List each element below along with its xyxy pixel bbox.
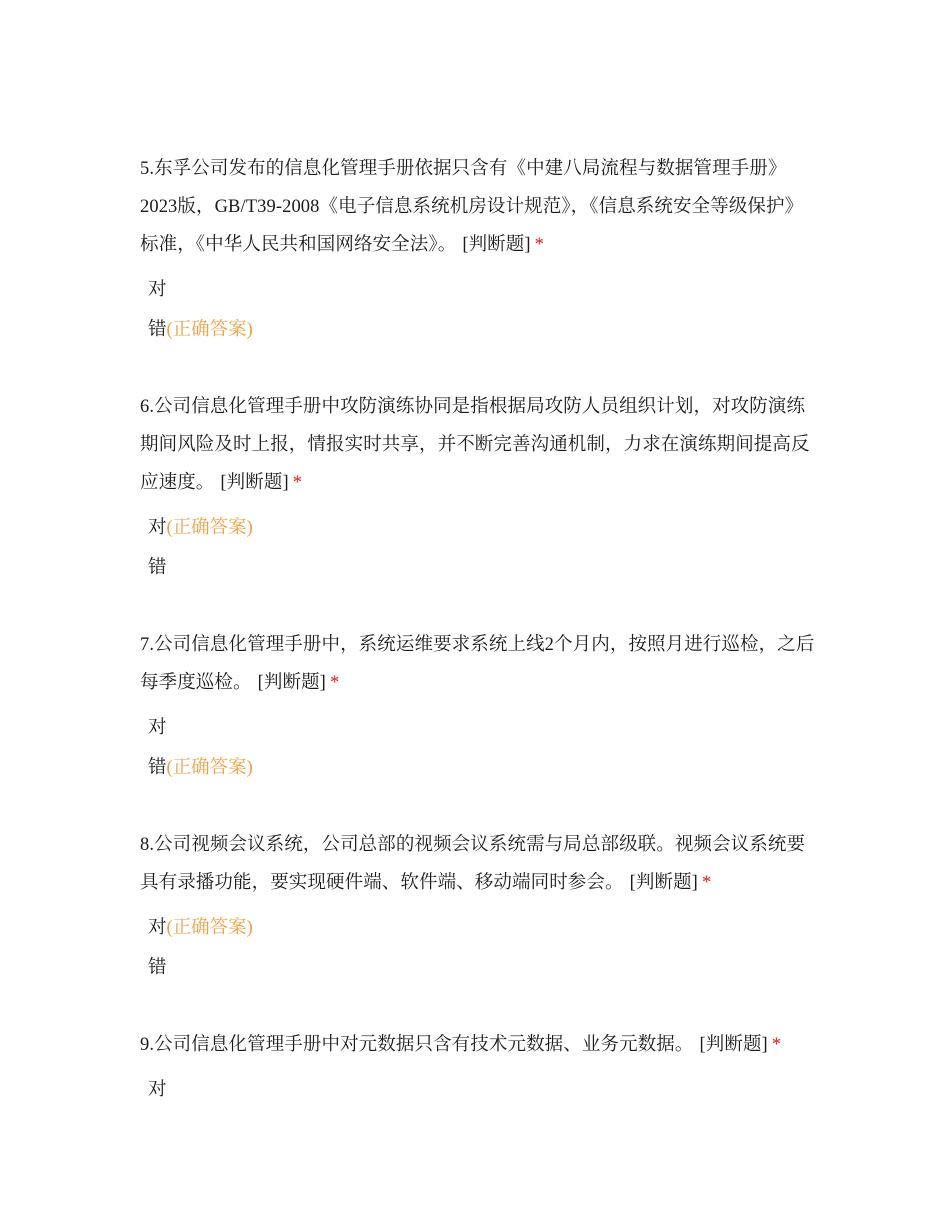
question-6 bbox=[140, 388, 820, 588]
question-5 bbox=[140, 150, 820, 350]
options-list bbox=[140, 270, 820, 350]
question-number: 6. bbox=[140, 397, 155, 417]
option-label: 错 bbox=[148, 958, 167, 978]
question-text bbox=[140, 388, 820, 502]
required-mark: * bbox=[771, 1035, 782, 1055]
option-true[interactable] bbox=[140, 508, 820, 548]
option-label: 对 bbox=[148, 518, 167, 538]
required-mark: * bbox=[292, 473, 303, 493]
question-number: 9. bbox=[140, 1035, 155, 1055]
question-type-tag: [判断题] bbox=[462, 235, 531, 255]
question-body: 公司信息化管理手册中攻防演练协同是指根据局攻防人员组织计划，对攻防演练期间风险及时上报，情报实时共享，并不断完善沟通机制，力求在演练期间提高反应速度。 bbox=[140, 397, 810, 493]
option-label: 错 bbox=[148, 558, 167, 578]
option-label: 对 bbox=[148, 1080, 167, 1100]
question-number: 7. bbox=[140, 635, 155, 655]
option-true[interactable] bbox=[140, 1070, 820, 1110]
question-type-tag: [判断题] bbox=[257, 673, 326, 693]
correct-answer-mark: (正确答案) bbox=[166, 758, 253, 778]
correct-answer-mark: (正确答案) bbox=[166, 518, 253, 538]
options-list bbox=[140, 908, 820, 988]
option-label: 错 bbox=[148, 758, 167, 778]
option-false[interactable] bbox=[140, 310, 820, 350]
option-true[interactable] bbox=[140, 708, 820, 748]
option-false[interactable] bbox=[140, 548, 820, 588]
option-label: 对 bbox=[148, 718, 167, 738]
question-number: 8. bbox=[140, 835, 155, 855]
question-body: 公司信息化管理手册中，系统运维要求系统上线2个月内，按照月进行巡检，之后每季度巡检。 bbox=[140, 635, 815, 693]
option-false[interactable] bbox=[140, 748, 820, 788]
option-label: 对 bbox=[148, 918, 167, 938]
required-mark: * bbox=[329, 673, 340, 693]
options-list bbox=[140, 1070, 820, 1110]
correct-answer-mark: (正确答案) bbox=[166, 320, 253, 340]
question-type-tag: [判断题] bbox=[699, 1035, 768, 1055]
question-number: 5. bbox=[140, 159, 155, 179]
question-text bbox=[140, 150, 820, 264]
question-body: 公司视频会议系统，公司总部的视频会议系统需与局总部级联。视频会议系统要具有录播功能，要实现硬件端、软件端、移动端同时参会。 bbox=[140, 835, 806, 893]
required-mark: * bbox=[701, 873, 712, 893]
question-7 bbox=[140, 626, 820, 788]
question-text bbox=[140, 1026, 820, 1064]
question-text bbox=[140, 826, 820, 902]
option-true[interactable] bbox=[140, 908, 820, 948]
option-false[interactable] bbox=[140, 948, 820, 988]
option-label: 错 bbox=[148, 320, 167, 340]
question-9 bbox=[140, 1026, 820, 1110]
question-body: 东孚公司发布的信息化管理手册依据只含有《中建八局流程与数据管理手册》2023版，GB/T39-2008《电子信息系统机房设计规范》，《信息系统安全等级保护》标准，《中华人民共和国网络安全法》。 bbox=[140, 159, 804, 255]
option-true[interactable] bbox=[140, 270, 820, 310]
option-label: 对 bbox=[148, 280, 167, 300]
question-type-tag: [判断题] bbox=[220, 473, 289, 493]
required-mark: * bbox=[534, 235, 544, 255]
options-list bbox=[140, 708, 820, 788]
question-text bbox=[140, 626, 820, 702]
correct-answer-mark: (正确答案) bbox=[166, 918, 253, 938]
question-8 bbox=[140, 826, 820, 988]
question-body: 公司信息化管理手册中对元数据只含有技术元数据、业务元数据。 bbox=[154, 1035, 694, 1055]
options-list bbox=[140, 508, 820, 588]
question-type-tag: [判断题] bbox=[629, 873, 698, 893]
